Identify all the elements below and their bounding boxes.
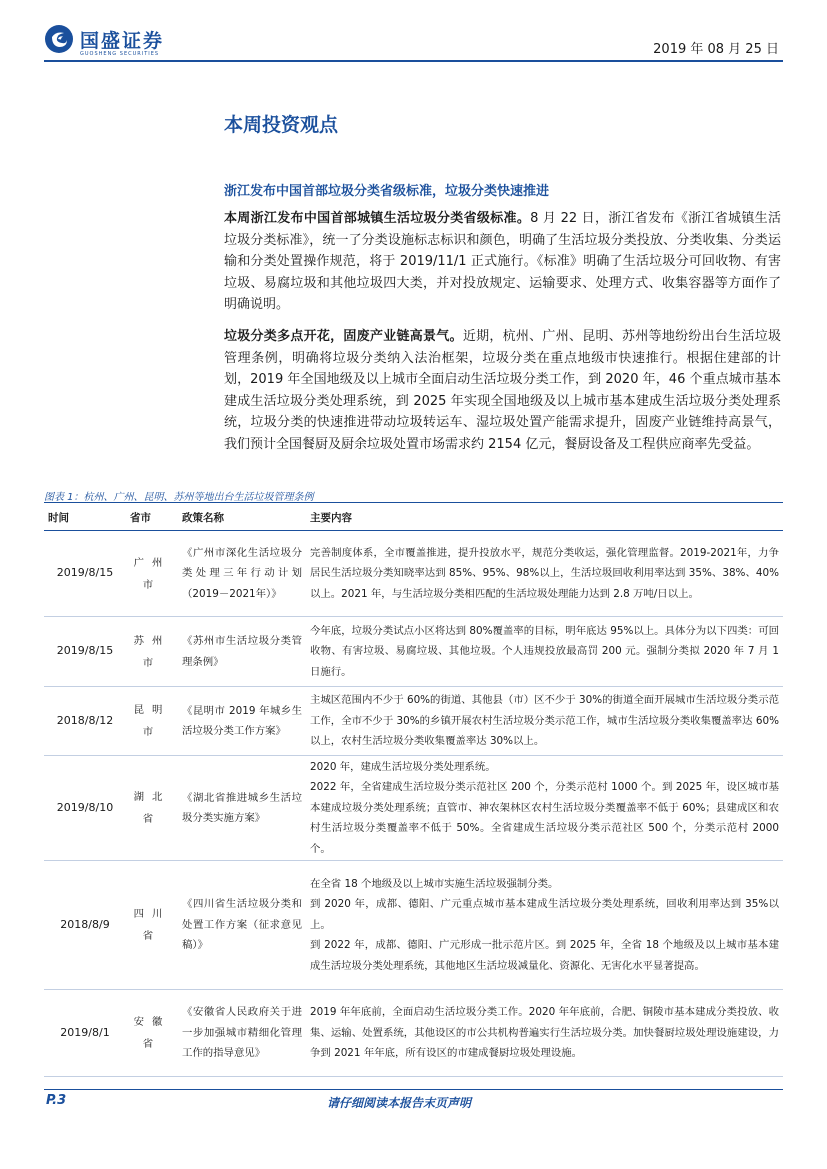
paragraph-lead: 垃圾分类多点开花，固废产业链高景气。 bbox=[224, 329, 463, 344]
cell-policy: 《湖北省推进城乡生活垃圾分类实施方案》 bbox=[178, 756, 306, 861]
cell-policy: 《广州市深化生活垃圾分类处理三年行动计划（2019－2021年）》 bbox=[178, 531, 306, 617]
cell-content: 在全省 18 个地级及以上城市实施生活垃圾强制分类。 到 2020 年，成都、德阳、广元重点城市基本建成生活垃圾分类处理系统，回收利用率达到 35%以上。 到 2022 年，成都、德阳、广元形成一批示范片区。到 2025 年，全省 18 个地级及以上城市基本建成生活垃圾分类处理系统，其他地区生活垃圾减量化、资源化、无害化水平显著提高。 bbox=[306, 861, 783, 990]
cell-content: 2019 年年底前，全面启动生活垃圾分类工作。2020 年年底前，合肥、铜陵市基本建成分类投放、收集、运输、处置系统，其他设区的市公共机构普遍实行生活垃圾分类。加快餐厨垃圾处理设施建设，力争到 2021 年年底，所有设区的市建成餐厨垃圾处理设施。 bbox=[306, 990, 783, 1077]
paragraph-standard bbox=[224, 208, 781, 316]
cell-date: 2019/8/15 bbox=[44, 531, 126, 617]
cell-content: 2020 年，建成生活垃圾分类处理系统。 2022 年，全省建成生活垃圾分类示范社区 200 个，分类示范村 1000 个。到 2025 年，设区城市基本建成垃圾分类处理系统；直管市、神农架林区农村生活垃圾分类覆盖率不低于 60%；县建成区和农村生活垃圾分类覆盖率不低于 50%。全省建成生活垃圾分类示范社区 500 个，分类示范村 2000 个。 bbox=[306, 756, 783, 861]
figure-divider bbox=[44, 502, 783, 503]
cell-province: 苏州市 bbox=[126, 617, 178, 687]
company-logo-icon bbox=[44, 24, 74, 54]
cell-policy: 《四川省生活垃圾分类和处置工作方案（征求意见稿）》 bbox=[178, 861, 306, 990]
header-divider bbox=[44, 60, 783, 62]
company-name-en: GUOSHENG SECURITIES bbox=[80, 51, 160, 57]
footer-divider bbox=[44, 1089, 783, 1090]
cell-policy: 《苏州市生活垃圾分类管理条例》 bbox=[178, 617, 306, 687]
cell-content: 主城区范围内不少于 60%的街道、其他县（市）区不少于 30%的街道全面开展城市生活垃圾分类示范工作，全市不少于 30%的乡镇开展农村生活垃圾分类示范工作，城市生活垃圾分类收集覆盖率达 60%以上，农村生活垃圾分类收集覆盖率达 30%以上。 bbox=[306, 687, 783, 756]
table-header-row bbox=[44, 505, 783, 531]
cell-content: 今年底，垃圾分类试点小区将达到 80%覆盖率的目标，明年底达 95%以上。具体分为以下四类：可回收物、有害垃圾、易腐垃圾、其他垃圾。个人违规投放最高罚 200 元。强制分类拟 2020 年 7 月 1 日施行。 bbox=[306, 617, 783, 687]
table-row bbox=[44, 617, 783, 687]
cell-date: 2019/8/10 bbox=[44, 756, 126, 861]
table-row bbox=[44, 861, 783, 990]
figure-title: 图表 1：杭州、广州、昆明、苏州等地出台生活垃圾管理条例 bbox=[44, 492, 314, 503]
section-title: 本周投资观点 bbox=[224, 114, 339, 136]
section-subtitle: 浙江发布中国首部垃圾分类省级标准，垃圾分类快速推进 bbox=[224, 184, 550, 199]
table-row bbox=[44, 687, 783, 756]
cell-policy: 《安徽省人民政府关于进一步加强城市精细化管理工作的指导意见》 bbox=[178, 990, 306, 1077]
report-date: 2019 年 08 月 25 日 bbox=[653, 42, 779, 57]
paragraph-text: 8 月 22 日，浙江省发布《浙江省城镇生活垃圾分类标准》，统一了分类设施标志标识和颜色，明确了生活垃圾分类投放、分类收集、分类运输和分类处置操作规范，将于 2019/11/1 正式施行。《标准》明确了生活垃圾分可回收物、有害垃圾、易腐垃圾和其他垃圾四大类，并对投放规定、运输要求、处理方式、收集容器等方面作了明确说明。 bbox=[224, 211, 781, 313]
table-row bbox=[44, 990, 783, 1077]
cell-province: 广州市 bbox=[126, 531, 178, 617]
page-number: P.3 bbox=[46, 1093, 67, 1108]
cell-province: 湖北省 bbox=[126, 756, 178, 861]
cell-date: 2018/8/9 bbox=[44, 861, 126, 990]
col-header-policy: 政策名称 bbox=[178, 505, 306, 531]
policy-table bbox=[44, 505, 783, 1077]
cell-date: 2019/8/15 bbox=[44, 617, 126, 687]
paragraph-lead: 本周浙江发布中国首部城镇生活垃圾分类省级标准。 bbox=[224, 211, 531, 226]
company-name: 国盛证券 bbox=[80, 30, 165, 52]
col-header-province: 省市 bbox=[126, 505, 178, 531]
disclaimer-note: 请仔细阅读本报告末页声明 bbox=[327, 1096, 472, 1110]
col-header-date: 时间 bbox=[44, 505, 126, 531]
cell-policy: 《昆明市 2019 年城乡生活垃圾分类工作方案》 bbox=[178, 687, 306, 756]
cell-province: 昆明市 bbox=[126, 687, 178, 756]
table-row bbox=[44, 531, 783, 617]
cell-province: 安徽省 bbox=[126, 990, 178, 1077]
cell-date: 2018/8/12 bbox=[44, 687, 126, 756]
col-header-content: 主要内容 bbox=[306, 505, 783, 531]
cell-date: 2019/8/1 bbox=[44, 990, 126, 1077]
paragraph-industry bbox=[224, 326, 781, 456]
paragraph-text: 近期，杭州、广州、昆明、苏州等地纷纷出台生活垃圾管理条例，明确将垃圾分类纳入法治框架，垃圾分类在重点地级市快速推行。根据住建部的计划，2019 年全国地级及以上城市全面启动生活垃圾分类工作，到 2020 年，46 个重点城市基本建成生活垃圾分类处理系统，到 2025 年实现全国地级及以上城市基本建成生活垃圾分类处理系统，垃圾分类的快速推进带动垃圾转运车、湿垃圾处置产能需求提升，固废产业链维持高景气，我们预计全国餐厨及厨余垃圾处置市场需求约 2154 亿元，餐厨设备及工程供应商率先受益。 bbox=[224, 329, 781, 452]
cell-content: 完善制度体系，全市覆盖推进，提升投放水平，规范分类收运，强化管理监督。2019-2021年，力争居民生活垃圾分类知晓率达到 85%、95%、98%以上，生活垃圾回收利用率达到 35%、38%、40%以上。2021 年，与生活垃圾分类相匹配的生活垃圾处理能力达到 2.8 万吨/日以上。 bbox=[306, 531, 783, 617]
table-row bbox=[44, 756, 783, 861]
cell-province: 四川省 bbox=[126, 861, 178, 990]
